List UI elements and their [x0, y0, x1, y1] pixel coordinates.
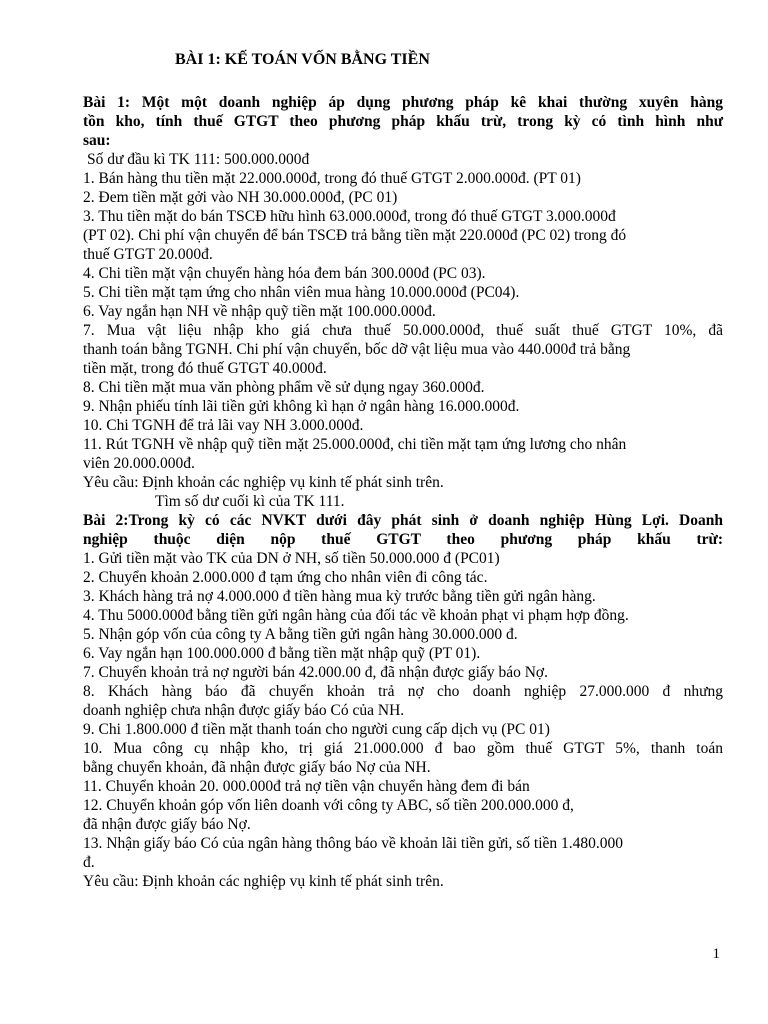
transaction-line: 10. Chi TGNH để trả lãi vay NH 3.000.000đ. — [83, 417, 364, 434]
transaction-line: 1. Bán hàng thu tiền mặt 22.000.000đ, trong đó thuế GTGT 2.000.000đ. (PT 01) — [83, 170, 581, 187]
transaction-line: viên 20.000.000đ. — [83, 455, 195, 472]
transaction-line: 6. Vay ngắn hạn 100.000.000 đ bằng tiền mặt nhập quỹ (PT 01). — [83, 645, 481, 662]
requirement: Yêu cầu: Định khoản các nghiệp vụ kinh tế phát sinh trên. — [83, 474, 444, 491]
transaction-line: thuế GTGT 20.000đ. — [83, 246, 213, 263]
transaction-line: đ. — [83, 854, 95, 871]
transaction-line: 5. Nhận góp vốn của công ty A bằng tiền gửi ngân hàng 30.000.000 đ. — [83, 626, 518, 643]
transaction-line: 3. Thu tiền mặt do bán TSCĐ hữu hình 63.000.000đ, trong đó thuế GTGT 3.000.000đ — [83, 208, 616, 225]
exercise-1 — [83, 93, 723, 511]
transaction-line: (PT 02). Chi phí vận chuyển để bán TSCĐ trả bằng tiền mặt 220.000đ (PC 02) trong đó — [83, 227, 627, 244]
transaction-line: 9. Nhận phiếu tính lãi tiền gửi không kì hạn ở ngân hàng 16.000.000đ. — [83, 398, 520, 415]
opening-balance: Số dư đầu kì TK 111: 500.000.000đ — [87, 151, 310, 168]
exercise-2 — [83, 511, 723, 891]
page-title: BÀI 1: KẾ TOÁN VỐN BẰNG TIỀN — [175, 51, 430, 68]
transaction-line: 9. Chi 1.800.000 đ tiền mặt thanh toán cho người cung cấp dịch vụ (PC 01) — [83, 721, 550, 738]
transaction-line: 10. Mua công cụ nhập kho, trị giá 21.000.000 đ bao gồm thuế GTGT 5%, thanh toán — [83, 740, 723, 757]
document-page — [83, 50, 723, 891]
transaction-line: 3. Khách hàng trả nợ 4.000.000 đ tiền hàng mua kỳ trước bằng tiền gửi ngân hàng. — [83, 588, 596, 605]
transaction-line: 5. Chi tiền mặt tạm ứng cho nhân viên mua hàng 10.000.000đ (PC04). — [83, 284, 520, 301]
transaction-line: đã nhận được giấy báo Nợ. — [83, 816, 251, 833]
transaction-line: 13. Nhận giấy báo Có của ngân hàng thông báo về khoản lãi tiền gửi, số tiền 1.480.000 — [83, 835, 624, 852]
transaction-line: 6. Vay ngắn hạn NH về nhập quỹ tiền mặt 100.000.000đ. — [83, 303, 436, 320]
transaction-line: 11. Rút TGNH về nhập quỹ tiền mặt 25.000.000đ, chi tiền mặt tạm ứng lương cho nhân — [83, 436, 627, 453]
transaction-line: 8. Chi tiền mặt mua văn phòng phẩm về sử dụng ngay 360.000đ. — [83, 379, 485, 396]
exercise-2-heading-line: Bài 2:Trong kỳ có các NVKT dưới đây phát sinh ở doanh nghiệp Hùng Lợi. Doanh — [83, 512, 723, 529]
transaction-line: 7. Mua vật liệu nhập kho giá chưa thuế 50.000.000đ, thuế suất thuế GTGT 10%, đã — [83, 322, 723, 339]
transaction-line: 8. Khách hàng báo đã chuyển khoản trả nợ cho doanh nghiệp 27.000.000 đ nhưng — [83, 683, 723, 700]
transaction-line: thanh toán bằng TGNH. Chi phí vận chuyển, bốc dỡ vật liệu mua vào 440.000đ trả bằng — [83, 341, 631, 358]
exercise-1-heading-line: sau: — [83, 132, 111, 149]
transaction-line: bằng chuyển khoản, đã nhận được giấy báo Nợ của NH. — [83, 759, 431, 776]
transaction-line: 4. Chi tiền mặt vận chuyển hàng hóa đem bán 300.000đ (PC 03). — [83, 265, 486, 282]
transaction-line: doanh nghiệp chưa nhận được giấy báo Có của NH. — [83, 702, 405, 719]
exercise-1-heading-line: Bài 1: Một một doanh nghiệp áp dụng phương pháp kê khai thường xuyên hàng — [83, 94, 723, 111]
page-number: 1 — [712, 946, 720, 962]
requirement-balance: Tìm số dư cuối kì của TK 111. — [155, 493, 345, 510]
transaction-line: 2. Chuyển khoản 2.000.000 đ tạm ứng cho nhân viên đi công tác. — [83, 569, 488, 586]
transaction-line: 7. Chuyển khoản trả nợ người bán 42.000.00 đ, đã nhận được giấy báo Nợ. — [83, 664, 548, 681]
transaction-line: 2. Đem tiền mặt gởi vào NH 30.000.000đ, (PC 01) — [83, 189, 398, 206]
transaction-line: 4. Thu 5000.000đ bằng tiền gửi ngân hàng của đối tác về khoản phạt vi phạm hợp đồng. — [83, 607, 629, 624]
transaction-line: 12. Chuyển khoản góp vốn liên doanh với công ty ABC, số tiền 200.000.000 đ, — [83, 797, 574, 814]
exercise-1-heading-line: tồn kho, tính thuế GTGT theo phương pháp khấu trừ, trong kỳ có tình hình như — [83, 113, 723, 130]
transaction-line: 1. Gửi tiền mặt vào TK của DN ở NH, số tiền 50.000.000 đ (PC01) — [83, 550, 500, 567]
transaction-line: tiền mặt, trong đó thuế GTGT 40.000đ. — [83, 360, 327, 377]
requirement: Yêu cầu: Định khoản các nghiệp vụ kinh tế phát sinh trên. — [83, 873, 444, 890]
exercise-2-heading-line: nghiệp thuộc diện nộp thuế GTGT theo phương pháp khấu trừ: — [83, 531, 723, 548]
transaction-line: 11. Chuyển khoản 20. 000.000đ trả nợ tiền vận chuyển hàng đem đi bán — [83, 778, 530, 795]
